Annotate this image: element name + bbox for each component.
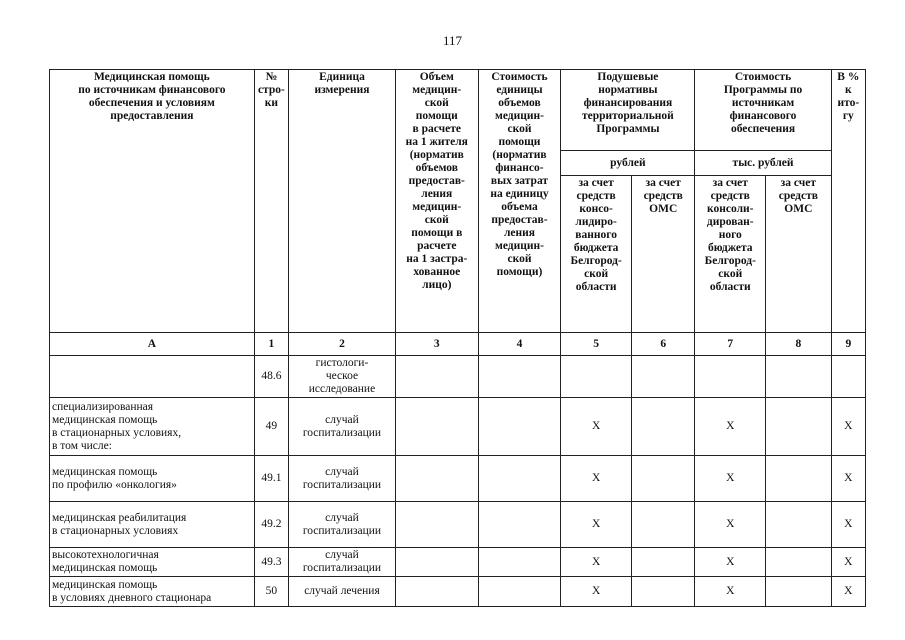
table-row	[50, 577, 866, 607]
cell-col3	[395, 548, 478, 577]
page-number: 117	[442, 33, 463, 48]
cell-col3	[395, 356, 478, 398]
cell-col7: Х	[695, 398, 766, 456]
cell-col6	[631, 356, 695, 398]
cell-col5: Х	[561, 456, 632, 502]
col-num-9: 9	[831, 333, 865, 356]
header-line-number: № стро- ки	[254, 70, 288, 333]
cell-col6	[631, 577, 695, 607]
cell-col5: Х	[561, 577, 632, 607]
cell-col6	[631, 548, 695, 577]
row-unit: гистологи- ческое исследование	[289, 356, 396, 398]
cell-col8	[766, 398, 832, 456]
cell-col4	[478, 548, 561, 577]
cell-col8	[766, 577, 832, 607]
col-num-5: 5	[561, 333, 632, 356]
cell-col4	[478, 456, 561, 502]
cell-col7: Х	[695, 456, 766, 502]
cell-col9: Х	[831, 456, 865, 502]
row-line-number: 49.3	[254, 548, 288, 577]
cell-col8	[766, 548, 832, 577]
cell-col4	[478, 502, 561, 548]
cell-col7: Х	[695, 577, 766, 607]
cell-col3	[395, 398, 478, 456]
row-unit: случай лечения	[289, 577, 396, 607]
cell-col8	[766, 502, 832, 548]
col-num-3: 3	[395, 333, 478, 356]
col-num-1: 1	[254, 333, 288, 356]
row-unit: случай госпитализации	[289, 502, 396, 548]
cell-col8	[766, 356, 832, 398]
row-name: медицинская реабилитация в стационарных условиях	[50, 502, 255, 548]
financing-table	[49, 69, 866, 607]
header-col5: за счет средств консо- лидиро- ванного бюджета Белгород- ской области	[561, 176, 632, 333]
row-name: медицинская помощь по профилю «онкология»	[50, 456, 255, 502]
col-num-2: 2	[289, 333, 396, 356]
cell-col9: Х	[831, 577, 865, 607]
cell-col7	[695, 356, 766, 398]
cell-col4	[478, 398, 561, 456]
cell-col7: Х	[695, 502, 766, 548]
header-rubles: рублей	[561, 151, 695, 176]
table-row	[50, 456, 866, 502]
cell-col7: Х	[695, 548, 766, 577]
table-row	[50, 398, 866, 456]
row-name	[50, 356, 255, 398]
cell-col6	[631, 398, 695, 456]
cell-col5: Х	[561, 398, 632, 456]
cell-col9: Х	[831, 502, 865, 548]
col-num-7: 7	[695, 333, 766, 356]
table-row	[50, 356, 866, 398]
table-row	[50, 502, 866, 548]
cell-col4	[478, 577, 561, 607]
row-unit: случай госпитализации	[289, 456, 396, 502]
col-num-8: 8	[766, 333, 832, 356]
row-name: медицинская помощь в условиях дневного стационара	[50, 577, 255, 607]
cell-col4	[478, 356, 561, 398]
header-per-capita: Подушевые нормативы финансирования территориальной Программы	[561, 70, 695, 151]
col-num-4: 4	[478, 333, 561, 356]
cell-col3	[395, 577, 478, 607]
header-thousand-rubles: тыс. рублей	[695, 151, 831, 176]
row-unit: случай госпитализации	[289, 548, 396, 577]
header-row-1	[50, 70, 866, 151]
row-line-number: 49	[254, 398, 288, 456]
header-unit: Единица измерения	[289, 70, 396, 333]
row-line-number: 49.2	[254, 502, 288, 548]
cell-col8	[766, 456, 832, 502]
col-num-6: 6	[631, 333, 695, 356]
row-line-number: 49.1	[254, 456, 288, 502]
cell-col9: Х	[831, 398, 865, 456]
header-col7: за счет средств консоли- дирован- ного бюджета Белгород- ской области	[695, 176, 766, 333]
cell-col6	[631, 502, 695, 548]
cell-col5: Х	[561, 502, 632, 548]
header-col6: за счет средств ОМС	[631, 176, 695, 333]
cell-col6	[631, 456, 695, 502]
cell-col3	[395, 456, 478, 502]
header-volume: Объем медицин- ской помощи в расчете на 1 жителя (норматив объемов предостав- ления медицин- ской помощи в расчете на 1 застра- хованное лицо)	[395, 70, 478, 333]
row-line-number: 48.6	[254, 356, 288, 398]
header-col8: за счет средств ОМС	[766, 176, 832, 333]
cell-col9: Х	[831, 548, 865, 577]
header-unit-cost: Стоимость единицы объемов медицин- ской помощи (норматив финансо- вых затрат на единицу объема предостав- ления медицин- ской помощи)	[478, 70, 561, 333]
header-name: Медицинская помощь по источникам финансового обеспечения и условиям предоставления	[50, 70, 255, 333]
cell-col9	[831, 356, 865, 398]
row-name: высокотехнологичная медицинская помощь	[50, 548, 255, 577]
header-program-cost: Стоимость Программы по источникам финансового обеспечения	[695, 70, 831, 151]
cell-col5	[561, 356, 632, 398]
header-share: В % к ито- гу	[831, 70, 865, 333]
row-line-number: 50	[254, 577, 288, 607]
col-num-a: А	[50, 333, 255, 356]
cell-col5: Х	[561, 548, 632, 577]
column-numbers-row	[50, 333, 866, 356]
cell-col3	[395, 502, 478, 548]
row-unit: случай госпитализации	[289, 398, 396, 456]
table-row	[50, 548, 866, 577]
row-name: специализированная медицинская помощь в стационарных условиях, в том числе:	[50, 398, 255, 456]
